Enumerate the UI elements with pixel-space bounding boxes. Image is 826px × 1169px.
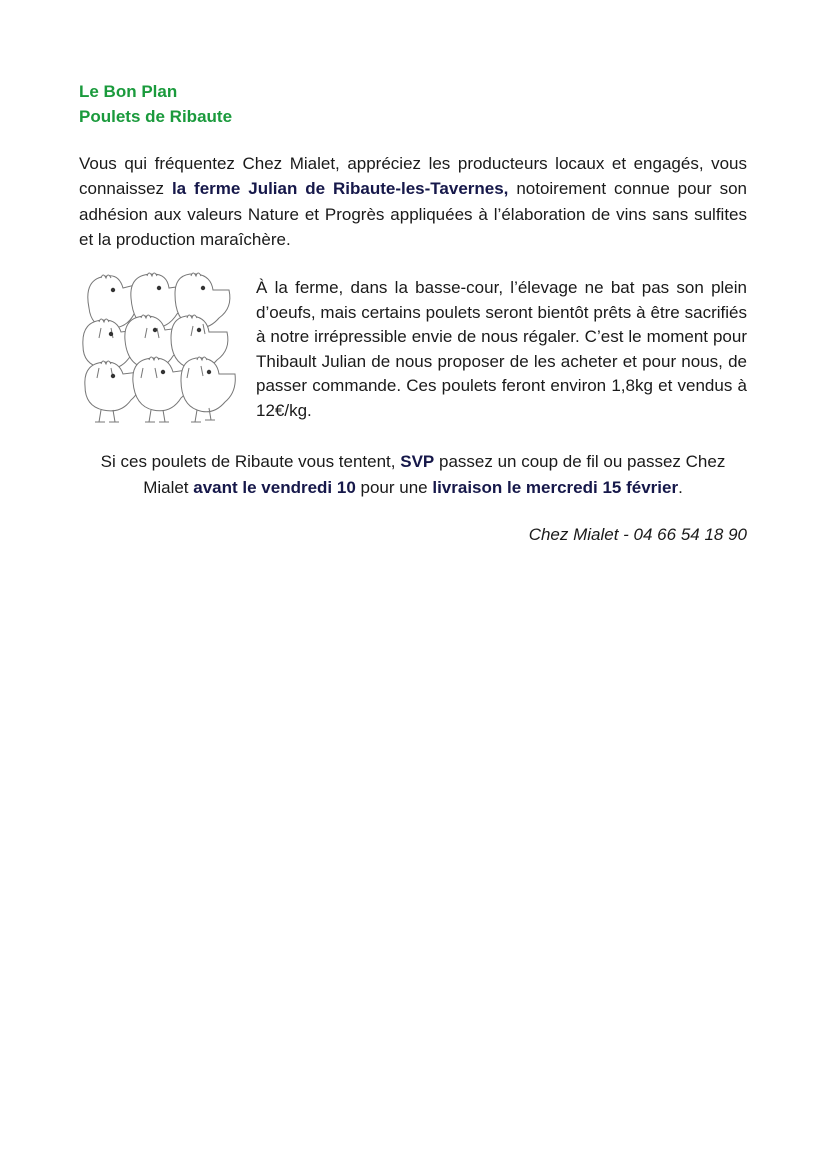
farm-paragraph: À la ferme, dans la basse-cour, l’élevage ne bat pas son plein d’oeufs, mais certains poulets seront bientôt prêts à être sacrifiés à notre irrépressible envie de nous régaler. C’est le moment pour Thibault Julian de nous proposer de les acheter et pour nous, de passer commande. Ces poulets feront environ 1,8kg et vendus à 12€/kg.	[256, 278, 747, 420]
order-call-to-action	[79, 449, 747, 500]
intro-text-start: Vous qui fréquentez Chez Mialet, appréciez les producteurs locaux et engagés, vous connaissez	[79, 154, 747, 199]
chickens-drawing-icon	[79, 268, 237, 426]
delivery-date-highlight: livraison le mercredi 15 février	[432, 477, 679, 497]
cta-text-1: Si ces poulets de Ribaute vous tentent,	[100, 452, 401, 471]
cta-text-4: .	[678, 477, 683, 497]
cta-text-2: passez un coup de fil ou passez Chez Mialet	[143, 452, 726, 497]
cta-text-3: pour une	[355, 477, 433, 497]
intro-paragraph	[79, 151, 747, 253]
page-title: Le Bon Plan	[79, 82, 178, 101]
farm-name-highlight: la ferme Julian de Ribaute-les-Tavernes,	[171, 179, 509, 199]
signature-contact: Chez Mialet - 04 66 54 18 90	[528, 525, 747, 544]
page-subtitle: Poulets de Ribaute	[79, 107, 233, 126]
svp-highlight: SVP	[400, 452, 435, 471]
intro-text-end: notoirement connue pour son adhésion aux valeurs Nature et Progrès appliquées à l’élaboration de vins sans sulfites et la production maraîchère.	[79, 179, 748, 250]
deadline-highlight: avant le vendredi 10	[193, 477, 356, 497]
